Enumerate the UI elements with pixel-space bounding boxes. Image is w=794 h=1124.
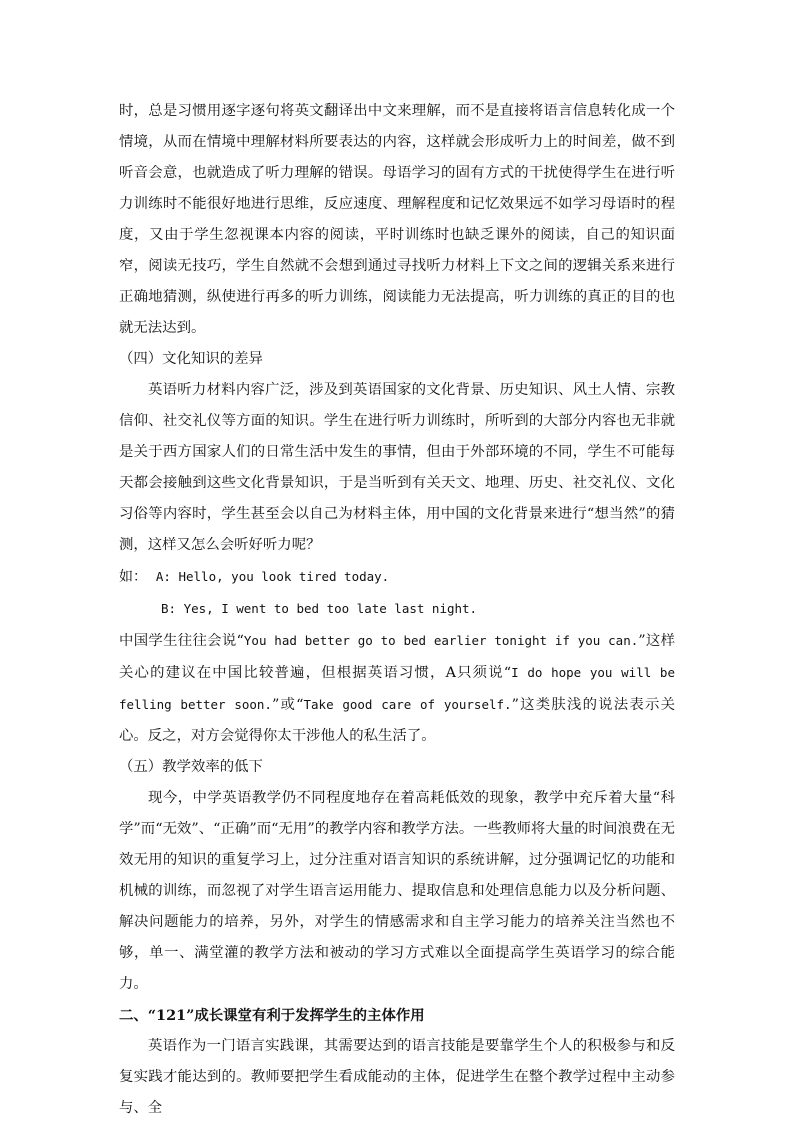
document-body (119, 96, 675, 1124)
text-run: 中国学生往往会说“ (119, 633, 244, 649)
english-quote-1: You had better go to bed earlier tonight if you can. (243, 633, 639, 648)
example-dialog-a: A: Hello, you look tired today. (155, 569, 390, 584)
text-run: ”这样关心的建议在中国比较普遍，但根据英语习惯，A只须说“ (119, 633, 676, 681)
example-label: 如： (119, 569, 147, 585)
paragraph-language-practice: 英语作为一门语言实践课，其需要达到的语言技能是要靠学生个人的积极参与和反复实践才能达到的。教师要把学生看成能动的主体，促进学生在整个教学过程中主动参与、全 (119, 1038, 675, 1116)
example-dialog-b: B: Yes, I went to bed too late last night. (161, 601, 478, 616)
section-heading-121-classroom: 二、“121”成长课堂有利于发挥学生的主体作用 (119, 1007, 425, 1024)
example-line-a (119, 561, 675, 593)
english-quote-2: I do hope you will be felling better soon. (119, 665, 675, 712)
paragraph-example-explanation (119, 625, 675, 752)
paragraph-culture: 英语听力材料内容广泛，涉及到英语国家的文化背景、历史知识、风土人情、宗教信仰、社交礼仪等方面的知识。学生在进行听力训练时，所听到的大部分内容也无非就是关于西方国家人们的日常生活中发生的事情，但由于外部环境的不同，学生不可能每天都会接触到这些文化背景知识，于是当听到有关天文、地理、历史、社交礼仪、文化习俗等内容时，学生甚至会以自己为材料主体，用中国的文化背景来进行“想当然”的猜测，这样又怎么会听好听力呢？ (119, 382, 675, 553)
section-heading-culture: （四）文化知识的差异 (119, 351, 263, 367)
example-line-b (119, 593, 675, 625)
english-quote-3: Take good care of yourself. (303, 697, 512, 712)
paragraph-efficiency: 现今，中学英语教学仍不同程度地存在着高耗低效的现象，教学中充斥着大量“科学”而“无效”、“正确”而“无用”的教学内容和教学方法。一些教师将大量的时间浪费在无效无用的知识的重复学习上，过分注重对语言知识的系统讲解，过分强调记忆的功能和机械的训练，而忽视了对学生语言运用能力、提取信息和处理信息能力以及分析问题、解决问题能力的培养，另外，对学生的情感需求和自主学习能力的培养关注当然也不够，单一、满堂灌的教学方法和被动的学习方式难以全面提高学生英语学习的综合能力。 (119, 790, 675, 992)
text-run: ”这类肤浅的说法表示关心。反之，对方会觉得你太干涉他人的私生活了。 (119, 697, 675, 744)
text-run: ”或“ (271, 697, 304, 713)
paragraph-listening-habits: 时，总是习惯用逐字逐句将英文翻译出中文来理解，而不是直接将语言信息转化成一个情境，从而在情境中理解材料所要表达的内容，这样就会形成听力上的时间差，做不到听音会意，也就造成了听力理解的错误。母语学习的固有方式的干扰使得学生在进行听力训练时不能很好地进行思维，反应速度、理解程度和记忆效果远不如学习母语时的程度，又由于学生忽视课本内容的阅读，平时训练时也缺乏课外的阅读，自己的知识面窄，阅读无技巧，学生自然就不会想到通过寻找听力材料上下文之间的逻辑关系来进行正确地猜测，纵使进行再多的听力训练，阅读能力无法提高，听力训练的真正的目的也就无法达到。 (119, 103, 675, 336)
section-heading-efficiency: （五）教学效率的低下 (119, 759, 263, 775)
